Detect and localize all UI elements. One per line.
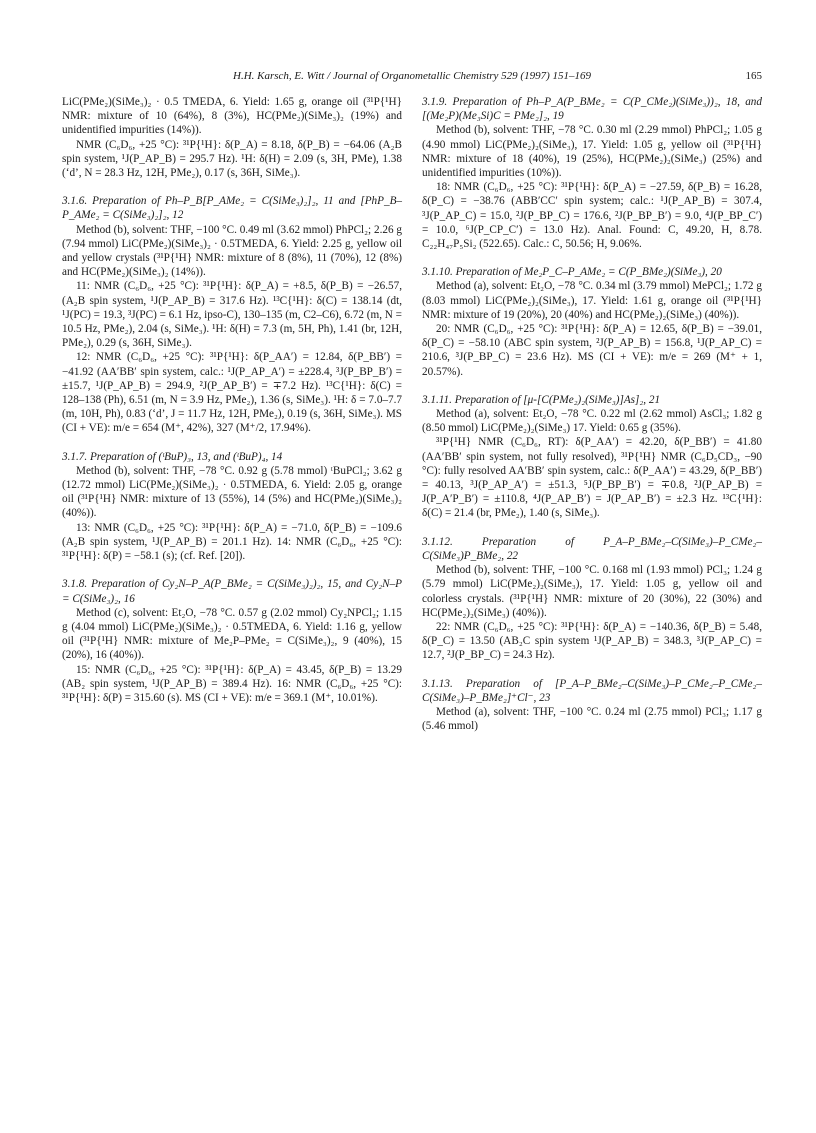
paragraph: Method (b), solvent: THF, −78 °C. 0.92 g (5.78 mmol) ᵗBuPCl₂; 3.62 g (12.72 mmol) LiC(PMe₂)(SiMe₃)₂ · 0.5TMEDA, 6. Yield: 2.05 g, orange oil (³¹P{¹H} NMR: mixture of 13 (55%), 14 (5%) and HC(PMe₂)(SiMe₃)₂ (40%)). <box>62 464 402 520</box>
running-header <box>62 70 762 86</box>
paragraph: Method (c), solvent: Et₂O, −78 °C. 0.57 g (2.02 mmol) Cy₂NPCl₂; 1.15 g (4.04 mmol) LiC(PMe₂)(SiMe₃)₂ · 0.5TMEDA, 6. Yield: 1.16 g, yellow oil (³¹P{¹H} NMR: mixture of Me₂P–PMe₂ = C(SiMe₃)₂, 9 (40%), 15 (20%), 16 (40%)). <box>62 606 402 662</box>
paragraph: Method (a), solvent: THF, −100 °C. 0.24 ml (2.75 mmol) PCl₃; 1.17 g (5.46 mmol) <box>422 705 762 733</box>
section-heading: 3.1.8. Preparation of Cy₂N–P_A(P_BMe₂ = C(SiMe₃)₂)₂, 15, and Cy₂N–P = C(SiMe₃)₂, 16 <box>62 578 402 605</box>
paragraph: LiC(PMe₂)(SiMe₃)₂ · 0.5 TMEDA, 6. Yield: 1.65 g, orange oil (³¹P{¹H} NMR: mixture of 10 (64%), 8 (3%), HC(PMe₂)(SiMe₃)₂ (19%) and unidentified impurities (14%)). <box>62 96 402 137</box>
paragraph: 13: NMR (C₆D₆, +25 °C): ³¹P{¹H}: δ(P_A) = −71.0, δ(P_B) = −109.6 (A₂B spin system, ¹J(P_AP_B) = 201.1 Hz). 14: NMR (C₆D₆, +25 °C): ³¹P{¹H}: δ(P) = −58.1 (s); (cf. Ref. [20]). <box>62 521 402 563</box>
paragraph: Method (b), solvent: THF, −100 °C. 0.168 ml (1.93 mmol) PCl₃; 1.24 g (5.79 mmol) LiC(PMe₂)₂(SiMe₃), 17. Yield: 1.05 g, yellow oil and colorless crystals. (³¹P{¹H} NMR: mixture of 20 (30%), 22 (30%) and HC(PMe₂)₂(SiMe₃) (40%)). <box>422 564 762 619</box>
paragraph: Method (a), solvent: Et₂O, −78 °C. 0.34 ml (3.79 mmol) MePCl₂; 1.72 g (8.03 mmol) LiC(PMe₂)₂(SiMe₃), 17. Yield: 1.61 g, orange oil (³¹P{¹H} NMR: mixture of 19 (20%), 20 (40%) and HC(PMe₂)₂(SiMe₃) (40%)). <box>422 280 762 321</box>
left-column <box>62 95 402 705</box>
section-heading: 3.1.6. Preparation of Ph–P_B[P_AMe₂ = C(SiMe₃)₂]₂, 11 and [PhP_B–P_AMe₂ = C(SiMe₃)₂]₂, 12 <box>62 195 402 222</box>
paragraph: Method (a), solvent: Et₂O, −78 °C. 0.22 ml (2.62 mmol) AsCl₃; 1.82 g (8.50 mmol) LiC(PMe₂)₂(SiMe₃) 17. Yield: 0.65 g (35%). <box>422 408 762 435</box>
paragraph: 22: NMR (C₆D₆, +25 °C): ³¹P{¹H}: δ(P_A) = −140.36, δ(P_B) = 5.48, δ(P_C) = 13.50 (AB₂C spin system ¹J(P_AP_B) = 348.3, ³J(P_AP_C) = 12.7, ²J(P_BP_C) = 24.3 Hz). <box>422 620 762 662</box>
section-heading: 3.1.9. Preparation of Ph–P_A(P_BMe₂ = C(P_CMe₂)(SiMe₃))₂, 18, and [(Me₂P)(Me₃Si)C = PMe₂]₂, 19 <box>422 96 762 123</box>
section-heading: 3.1.12. Preparation of P_A–P_BMe₂–C(SiMe₃)–P_CMe₂–C(SiMe₃)P_BMe₂, 22 <box>422 535 762 562</box>
section-heading: 3.1.11. Preparation of [μ-[C(PMe₂)₂(SiMe₃)]As]₂, 21 <box>422 393 661 406</box>
paragraph: NMR (C₆D₆, +25 °C): ³¹P{¹H}: δ(P_A) = 8.18, δ(P_B) = −64.06 (A₂B spin system, ¹J(P_AP_B) = 295.7 Hz). ¹H: δ(H) = 2.09 (s, 3H, PMe), 1.38 (‘d’, N = 28.3 Hz, 12H, PMe₂), 0.17 (s, 36H, SiMe₃). <box>62 138 402 180</box>
page-number: 165 <box>745 70 762 82</box>
paragraph: ³¹P{¹H} NMR (C₆D₆, RT): δ(P_AA′) = 42.20, δ(P_BB′) = 41.80 (AA′BB′ spin system, not fully resolved), ³¹P{¹H} NMR (C₆D₅CD₃, −90 °C): fully resolved AA′BB′ spin system, calc.: δ(P_AA′) = 43.29, δ(P_BB′) = 40.13, ³J(P_AP_A′) = ±51.3, ⁵J(P_BP_B′) = ∓0.8, ²J(P_AP_B) = J(P_A′P_B′) = ±110.8, ⁴J(P_AP_B′) = J(P_AP_B′) = ±2.3 Hz. ¹³C{¹H}: δ(C) = 21.4 (br, PMe₂), 1.40 (s, SiMe₃). <box>422 436 762 520</box>
paragraph: Method (b), solvent: THF, −100 °C. 0.49 ml (3.62 mmol) PhPCl₂; 2.26 g (7.94 mmol) LiC(PMe₂)(SiMe₃)₂ · 0.5TMEDA, 6. Yield: 2.25 g, yellow oil and yellow crystals (³¹P{¹H} NMR: mixture of 8 (8%), 11 (70%), 12 (8%) and HC(PMe₂)(SiMe₃)₂ (14%)). <box>62 223 402 279</box>
section-heading: 3.1.13. Preparation of [P_A–P_BMe₂–C(SiMe₃)–P_CMe₂–P_CMe₂–C(SiMe₃)–P_BMe₂]⁺Cl⁻, 23 <box>422 677 762 704</box>
paragraph: 18: NMR (C₆D₆, +25 °C): ³¹P{¹H}: δ(P_A) = −27.59, δ(P_B) = 16.28, δ(P_C) = −38.76 (ABB′CC′ spin system; calc.: ¹J(P_AP_B) = 307.4, ³J(P_AP_C) = 15.0, ²J(P_BP_C) = 176.6, ²J(P_BP_B′) = 9.0, ⁴J(P_BP_C′) = 10.0, ⁶J(P_CP_C′) = 13.0 Hz). Anal. Found: C, 49.20, H, 8.78. C₂₂H₄₇P₅Si₂ (522.65). Calc.: C, 50.56; H, 9.06%. <box>422 181 762 251</box>
running-title: H.H. Karsch, E. Witt / Journal of Organometallic Chemistry 529 (1997) 151–169 <box>233 70 591 82</box>
section-heading: 3.1.7. Preparation of (ᵗBuP)₃, 13, and (ᵗBuP)₄, 14 <box>62 450 283 463</box>
paragraph: 20: NMR (C₆D₆, +25 °C): ³¹P{¹H}: δ(P_A) = 12.65, δ(P_B) = −39.01, δ(P_C) = −58.10 (ABC spin system, ²J(P_AP_B) = 156.8, ¹J(P_AP_C) = 210.6, ³J(P_BP_C) = 23.6 Hz). MS (CI + VE): m/e = 269 (M⁺ + 1, 20.57%). <box>422 323 762 378</box>
section-heading: 3.1.10. Preparation of Me₂P_C–P_AMe₂ = C(P_BMe₂)(SiMe₃), 20 <box>422 266 722 279</box>
paragraph: Method (b), solvent: THF, −78 °C. 0.30 ml (2.29 mmol) PhPCl₂; 1.05 g (4.90 mmol) LiC(PMe₂)₂(SiMe₃), 17. Yield: 1.05 g, yellow oil (³¹P{¹H} NMR: mixture of 18 (40%), 19 (25%), HC(PMe₂)₂(SiMe₃) (25%) and unidentified impurities (10%)). <box>422 124 762 180</box>
paragraph: 12: NMR (C₆D₆, +25 °C): ³¹P{¹H}: δ(P_AA′) = 12.84, δ(P_BB′) = −41.92 (AA′BB′ spin system, calc.: ¹J(P_AP_A′) = ±228.4, ³J(P_BP_B′) = ±15.7, ¹J(P_AP_B) = 294.9, ²J(P_AP_B′) = ∓7.2 Hz). ¹³C{¹H}: δ(C) = 128–138 (Ph), 6.51 (m, N = 3.9 Hz, PMe₂), 1.36 (s, SiMe₃). ¹H: δ = 7.0–7.7 (m, 10H, Ph), 0.83 (‘d’, J = 11.7 Hz, 12H, PMe₂), 0.19 (s, 36H, SiMe₃). MS (CI + VE): m/e = 654 (M⁺, 42%), 327 (M⁺/2, 17.94%). <box>62 351 402 435</box>
paragraph: 11: NMR (C₆D₆, +25 °C): ³¹P{¹H}: δ(P_A) = +8.5, δ(P_B) = −26.57, (A₂B spin system, ¹J(P_AP_B) = 317.6 Hz). ¹³C{¹H}: δ(C) = 138.14 (dt, ¹J(PC) = 19.3, ³J(PC) = 6.1 Hz, ipso-C), 130–135 (m, C2–C6), 6.72 (m, N = 10.5 Hz, PMe₂), 2.04 (s, SiMe₃). ¹H: δ(H) = 7.3 (m, 5H, Ph), 1.41 (br, 12H, PMe₂), 0.29 (s, 36H, SiMe₃). <box>62 280 402 350</box>
right-column <box>422 95 762 733</box>
paragraph: 15: NMR (C₆D₆, +25 °C): ³¹P{¹H}: δ(P_A) = 43.45, δ(P_B) = 13.29 (AB₂ spin system, ¹J(P_AP_B) = 389.4 Hz). 16: NMR (C₆D₆, +25 °C): ³¹P{¹H}: δ(P) = 315.60 (s). MS (CI + VE): m/e = 369.1 (M⁺, 10.01%). <box>62 663 402 704</box>
